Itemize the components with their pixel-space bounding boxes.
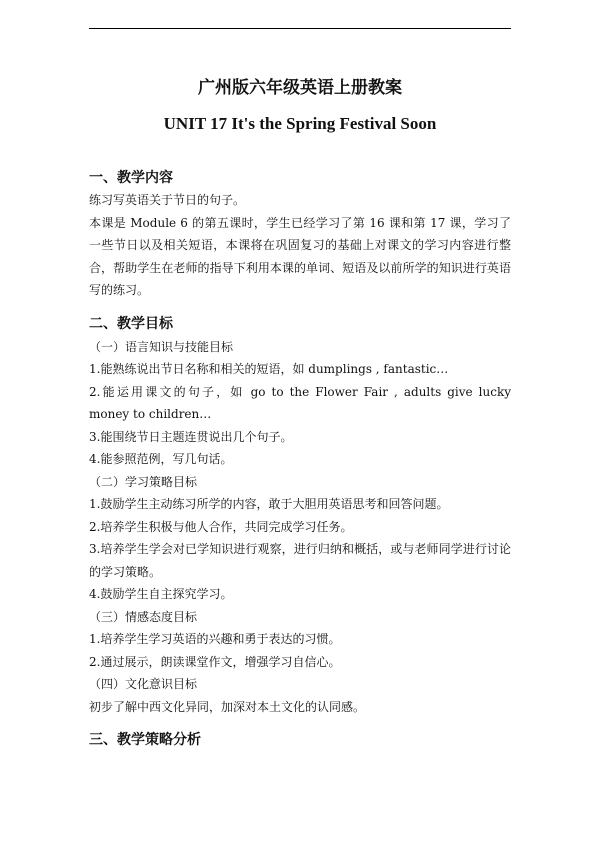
list-item: 1.能熟练说出节日名称和相关的短语，如 dumplings , fantastic… bbox=[89, 362, 449, 376]
section-heading-teaching-objectives: 二、教学目标 bbox=[89, 315, 173, 332]
section-heading-strategy-analysis: 三、教学策略分析 bbox=[89, 732, 201, 748]
list-item: 2.能运用课文的句子，如 go to the Flower Fair , adults give lucky money to children… bbox=[89, 384, 511, 421]
section-heading-teaching-content: 一、教学内容 bbox=[89, 170, 173, 186]
list-item: 4.能参照范例，写几句话。 bbox=[89, 452, 233, 466]
document-body bbox=[89, 70, 511, 751]
document-title: 广州版六年级英语上册教案 bbox=[198, 78, 402, 98]
subsection-title: （一）语言知识与技能目标 bbox=[89, 339, 234, 354]
subsection-title: （三）情感态度目标 bbox=[89, 609, 198, 624]
header-rule bbox=[89, 28, 511, 29]
paragraph: 本课是 Module 6 的第五课时，学生已经学习了第 16 课和第 17 课，学习了一些节日以及相关短语，本课将在巩固复习的基础上对课文的学习内容进行整合，帮助学生在老师的指导下利用本课的单词、短语及以前所学的知识进行英语写的练习。 bbox=[89, 215, 511, 297]
list-item: 2.培养学生积极与他人合作，共同完成学习任务。 bbox=[89, 519, 353, 534]
unit-title: UNIT 17 It's the Spring Festival Soon bbox=[163, 114, 437, 133]
list-item: 3.能围绕节日主题连贯说出几个句子。 bbox=[89, 429, 293, 444]
list-item: 1.鼓励学生主动练习所学的内容，敢于大胆用英语思考和回答问题。 bbox=[89, 497, 449, 511]
list-item: 1.培养学生学习英语的兴趣和勇于表达的习惯。 bbox=[89, 632, 341, 646]
list-item: 4.鼓励学生自主探究学习。 bbox=[89, 587, 233, 601]
list-item: 初步了解中西文化异同，加深对本土文化的认同感。 bbox=[89, 699, 366, 714]
list-item: 3.培养学生学会对已学知识进行观察，进行归纳和概括，或与老师同学进行讨论的学习策略。 bbox=[89, 542, 511, 579]
subsection-title: （四）文化意识目标 bbox=[89, 677, 198, 691]
subsection-title: （二）学习策略目标 bbox=[89, 474, 198, 489]
paragraph: 练习写英语关于节日的句子。 bbox=[89, 193, 246, 207]
list-item: 2.通过展示，朗读课堂作文，增强学习自信心。 bbox=[89, 654, 341, 669]
